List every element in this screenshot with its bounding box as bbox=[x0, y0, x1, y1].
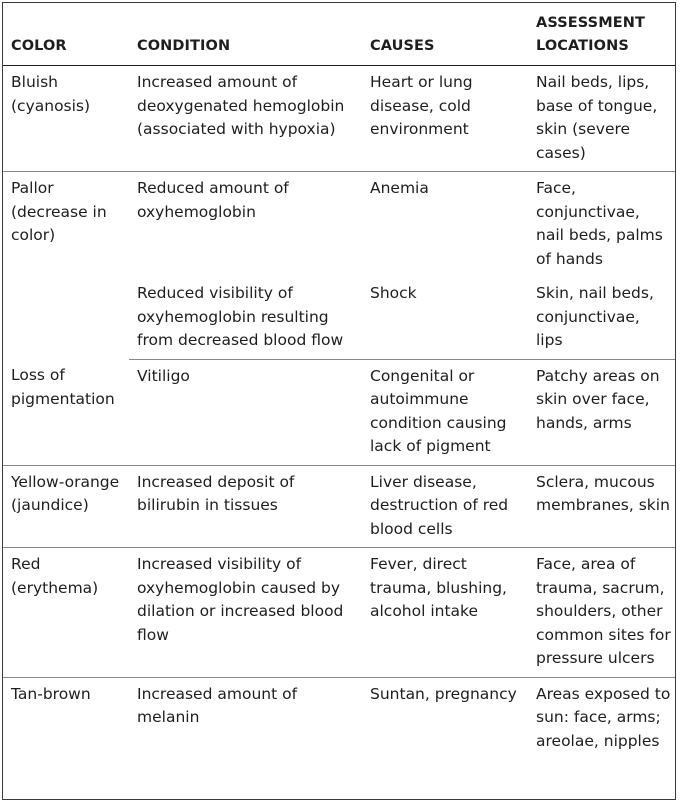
table-row bbox=[3, 66, 675, 172]
cell-locations: Sclera, mucous membranes, skin bbox=[528, 465, 675, 548]
table-row bbox=[3, 172, 675, 278]
table-row bbox=[3, 548, 675, 678]
header-assessment-line2: LOCATIONS bbox=[536, 38, 629, 54]
cell-color: Red (erythema) bbox=[3, 548, 129, 678]
cell-causes: Fever, direct trauma, blushing, alcohol intake bbox=[362, 548, 528, 678]
cell-causes: Shock bbox=[362, 277, 528, 359]
cell-locations: Skin, nail beds, conjunctivae, lips bbox=[528, 277, 675, 359]
cell-color: Pallor (decrease in color) bbox=[11, 179, 107, 244]
cell-locations: Patchy areas on skin over face, hands, arms bbox=[528, 359, 675, 465]
header-assessment-locations bbox=[528, 3, 675, 66]
cell-locations: Areas exposed to sun: face, arms; areolae, nipples bbox=[536, 684, 671, 750]
cell-causes: Heart or lung disease, cold environment bbox=[362, 66, 528, 172]
cell-condition: Increased amount of deoxygenated hemoglobin (associated with hypoxia) bbox=[129, 66, 362, 172]
cell-color: Loss of pigmentation bbox=[3, 359, 129, 465]
cell-color: Bluish (cyanosis) bbox=[3, 66, 129, 172]
cell-causes: Anemia bbox=[370, 179, 429, 197]
header-color: COLOR bbox=[3, 3, 129, 66]
header-condition: CONDITION bbox=[129, 3, 362, 66]
cell-causes: Congenital or autoimmune condition causing lack of pigment bbox=[362, 359, 528, 465]
cell-condition: Increased amount of melanin bbox=[137, 684, 298, 726]
cell-causes: Suntan, pregnancy bbox=[370, 684, 517, 703]
cell-condition: Reduced amount of oxyhemoglobin bbox=[137, 179, 289, 221]
skin-color-table bbox=[3, 3, 675, 759]
cell-color: Tan-brown bbox=[11, 684, 91, 703]
table-row bbox=[3, 465, 675, 548]
header-assessment-line1: ASSESSMENT bbox=[536, 15, 645, 31]
cell-color: Yellow-orange (jaundice) bbox=[3, 465, 129, 548]
cell-locations: Face, area of trauma, sacrum, shoulders, other common sites for pressure ulcers bbox=[528, 548, 675, 678]
cell-causes: Liver disease, destruction of red blood cells bbox=[362, 465, 528, 548]
cell-condition: Reduced visibility of oxyhemoglobin resulting from decreased blood flow bbox=[129, 277, 362, 359]
cell-condition: Increased deposit of bilirubin in tissues bbox=[129, 465, 362, 548]
cell-locations: Face, conjunctivae, nail beds, palms of hands bbox=[536, 179, 663, 268]
header-causes: CAUSES bbox=[362, 3, 528, 66]
cell-condition: Increased visibility of oxyhemoglobin caused by dilation or increased blood flow bbox=[129, 548, 362, 678]
cell-locations: Nail beds, lips, base of tongue, skin (severe cases) bbox=[528, 66, 675, 172]
table-row bbox=[3, 677, 675, 759]
cell-condition: Vitiligo bbox=[129, 359, 362, 465]
header-row bbox=[3, 3, 675, 66]
table-row bbox=[3, 359, 675, 465]
